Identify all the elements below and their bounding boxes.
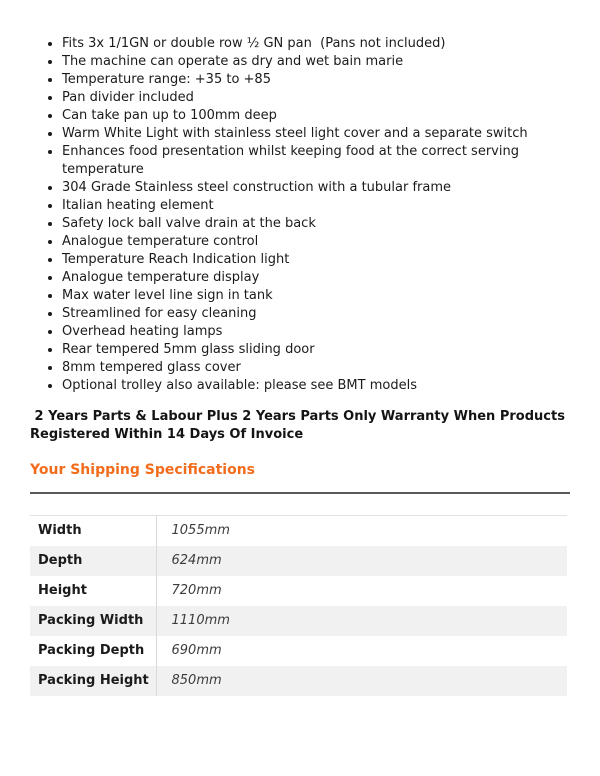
table-row — [30, 636, 567, 666]
feature-item: • Temperature Reach Indication light — [62, 251, 570, 269]
spec-value: 1110mm — [171, 613, 230, 628]
spec-value: 1055mm — [171, 523, 230, 539]
feature-item: • Overhead heating lamps — [62, 323, 570, 341]
section-divider — [30, 492, 570, 494]
table-row — [30, 576, 567, 606]
spec-label: Packing Height — [30, 666, 156, 696]
spec-label: Width — [30, 516, 156, 546]
feature-item: • Fits 3x 1/1GN or double row ½ GN pan (Pans not included) — [62, 35, 570, 53]
warranty-note: 2 Years Parts & Labour Plus 2 Years Parts Only Warranty When Products Registered Within 14 Days Of Invoice — [30, 409, 570, 442]
spec-label: Depth — [30, 546, 156, 576]
feature-item: • Analogue temperature display — [62, 269, 570, 287]
feature-item: • Can take pan up to 100mm deep — [62, 107, 570, 125]
spec-value: 720mm — [171, 583, 222, 598]
shipping-specs-table — [30, 515, 567, 696]
feature-item: • Optional trolley also available: please see BMT models — [62, 377, 570, 395]
table-row — [30, 516, 567, 546]
feature-item: • Italian heating element — [62, 197, 570, 215]
feature-item: • Safety lock ball valve drain at the back — [62, 215, 570, 233]
feature-item: • Streamlined for easy cleaning — [62, 305, 570, 323]
feature-item: • Pan divider included — [62, 89, 570, 107]
spec-value: 850mm — [171, 673, 222, 688]
feature-item: • Rear tempered 5mm glass sliding door — [62, 341, 570, 359]
feature-item: • The machine can operate as dry and wet bain marie — [62, 53, 570, 71]
feature-item: • Temperature range: +35 to +85 — [62, 71, 570, 89]
spec-label: Height — [30, 576, 156, 606]
table-row — [30, 546, 567, 576]
shipping-specifications-heading: Your Shipping Specifications — [30, 462, 255, 478]
spec-label: Packing Depth — [30, 636, 156, 666]
feature-list — [30, 35, 570, 395]
feature-item: • 304 Grade Stainless steel construction with a tubular frame — [62, 179, 570, 197]
feature-item: • Enhances food presentation whilst keeping food at the correct serving temperature — [62, 143, 570, 179]
feature-item: • Warm White Light with stainless steel light cover and a separate switch — [62, 125, 570, 143]
spec-value: 690mm — [171, 643, 222, 658]
spec-label: Packing Width — [30, 606, 156, 636]
feature-item: • 8mm tempered glass cover — [62, 359, 570, 377]
feature-item: • Analogue temperature control — [62, 233, 570, 251]
feature-item: • Max water level line sign in tank — [62, 287, 570, 305]
table-row — [30, 666, 567, 696]
table-row — [30, 606, 567, 636]
spec-value: 624mm — [171, 553, 222, 568]
